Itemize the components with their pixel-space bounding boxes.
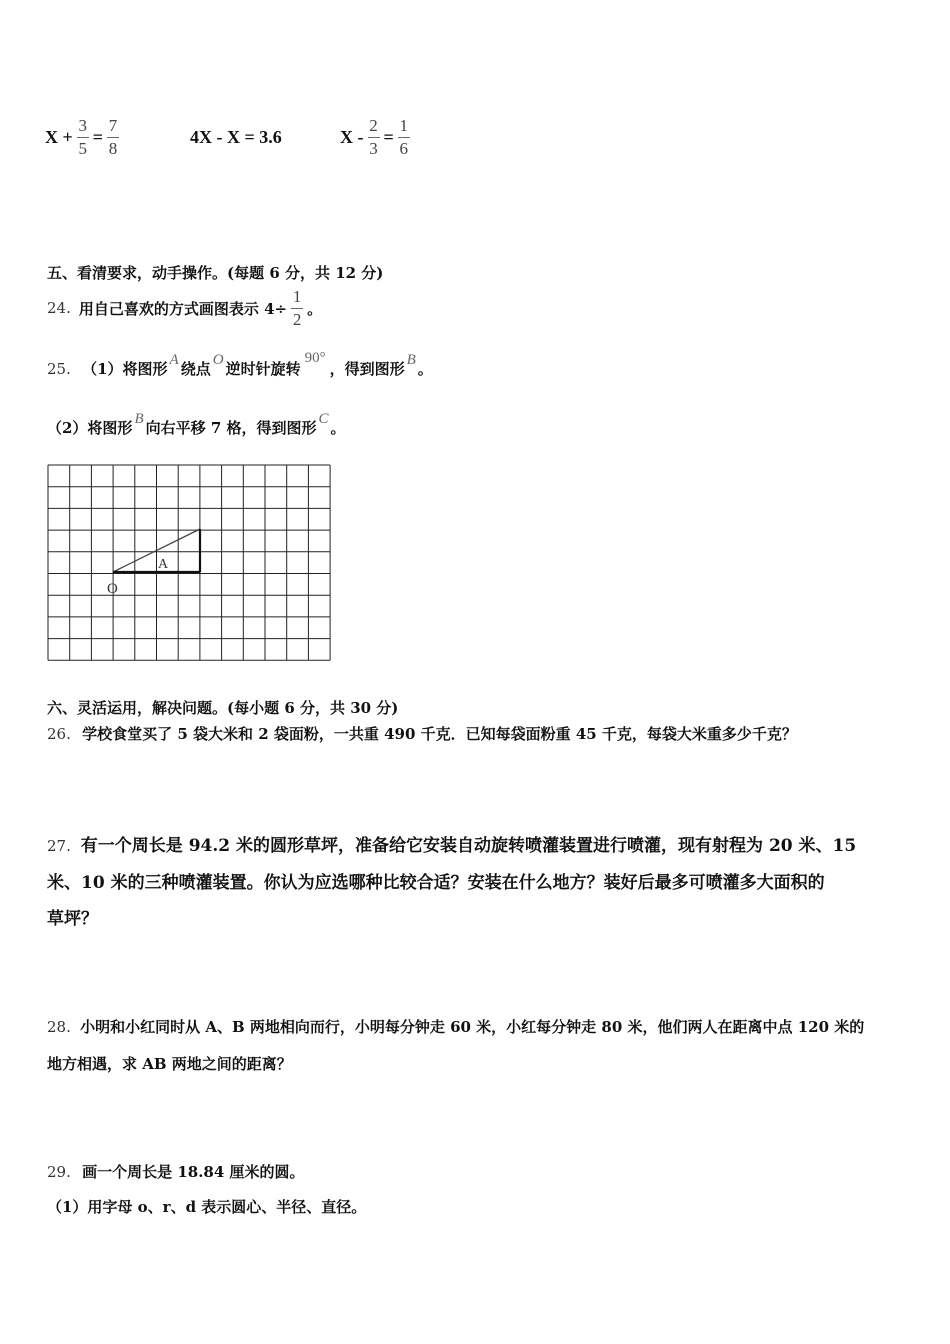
- q24-end: 。: [307, 299, 323, 318]
- eq3-frac2-denominator: 6: [399, 138, 409, 158]
- q25-part1: （1）将图形: [82, 360, 168, 378]
- q24-frac-denominator: 2: [292, 309, 302, 329]
- section-6-heading: 六、灵活运用，解决问题。(每小题 6 分，共 30 分): [47, 699, 399, 717]
- q25-part3: 逆时针旋转: [225, 360, 301, 378]
- eq1-frac2-numerator: 7: [108, 115, 118, 135]
- q25-shape-b: B: [406, 352, 416, 368]
- question-26: [47, 723, 797, 744]
- q26-text: 学校食堂买了 5 袋大米和 2 袋面粉，一共重 490 千克．已知每袋面粉重 45 千克，每袋大米重多少千克？: [82, 725, 797, 743]
- q24-text: 用自己喜欢的方式画图表示 4÷: [78, 299, 288, 318]
- q29-text: 画一个周长是 18.84 厘米的圆。: [82, 1163, 305, 1181]
- equation-2: 4X - X = 3.6: [190, 126, 282, 147]
- point-label-o: O: [107, 581, 118, 597]
- q25b-shape-b: B: [134, 411, 144, 427]
- question-29: [47, 1161, 305, 1182]
- q25b-part2: 向右平移 7 格，得到图形: [145, 419, 317, 437]
- eq3-frac1-numerator: 2: [369, 115, 378, 135]
- eq1-equals: =: [92, 126, 104, 147]
- q25b-part3: 。: [330, 419, 346, 437]
- q27-line1: 有一个周长是 94.2 米的圆形草坪，准备给它安装自动旋转喷灌装置进行喷灌，现有射程为 20 米、15: [80, 836, 857, 856]
- q25-part2: 绕点: [180, 360, 211, 378]
- grid-figure: [46, 463, 332, 663]
- section-5-heading: 五、看清要求，动手操作。(每题 6 分，共 12 分): [47, 264, 384, 282]
- q25-number: 25.: [47, 360, 71, 378]
- triangle-label-a: A: [158, 557, 169, 572]
- question-25: [47, 350, 433, 379]
- q24-fraction: [291, 288, 303, 329]
- q29-number: 29.: [47, 1163, 71, 1181]
- q25-point-o: O: [212, 352, 224, 368]
- question-25-part-2: [47, 411, 346, 438]
- q25b-shape-c: C: [318, 411, 329, 427]
- q25-part4: ，得到图形: [329, 360, 405, 378]
- question-27-line-1: [47, 831, 856, 856]
- question-28-line-1: [47, 1016, 864, 1037]
- eq1-frac1-denominator: 5: [78, 138, 88, 158]
- eq1-fraction-1: [77, 117, 89, 158]
- q26-number: 26.: [47, 725, 71, 743]
- eq3-frac1-denominator: 3: [369, 138, 378, 158]
- q25-part5: 。: [417, 360, 433, 378]
- eq3-equals: =: [383, 126, 394, 147]
- eq3-left: X -: [340, 126, 364, 147]
- question-24: [47, 286, 322, 330]
- eq3-frac2-numerator: 1: [399, 115, 409, 135]
- q24-number: 24.: [47, 299, 71, 317]
- eq3-fraction-1: [368, 117, 380, 158]
- q25-shape-a: A: [169, 352, 179, 368]
- equation-1: [45, 102, 123, 172]
- q27-line2: 米、10 米的三种喷灌装置。你认为应选哪种比较合适？安装在什么地方？装好后最多可喷灌多大面积的: [47, 873, 825, 893]
- q25b-part1: （2）将图形: [47, 419, 133, 437]
- q28-line2: 地方相遇，求 AB 两地之间的距离？: [47, 1055, 292, 1073]
- eq1-left: X +: [45, 126, 73, 147]
- q27-line3: 草坪？: [47, 909, 98, 929]
- eq1-frac2-denominator: 8: [108, 138, 118, 158]
- eq1-fraction-2: [107, 117, 119, 158]
- q28-line1: 小明和小红同时从 A、B 两地相向而行，小明每分钟走 60 米，小红每分钟走 80 米，他们两人在距离中点 120 米的: [80, 1018, 865, 1036]
- equation-3: [340, 102, 414, 172]
- eq3-fraction-2: [398, 117, 410, 158]
- q27-number: 27.: [47, 837, 71, 855]
- eq1-frac1-numerator: 3: [78, 115, 88, 135]
- q25-degrees: 90°: [304, 350, 326, 366]
- q24-frac-numerator: 1: [292, 286, 302, 306]
- q29-sub1: （1）用字母 o、r、d 表示圆心、半径、直径。: [47, 1198, 367, 1216]
- q28-number: 28.: [47, 1018, 71, 1036]
